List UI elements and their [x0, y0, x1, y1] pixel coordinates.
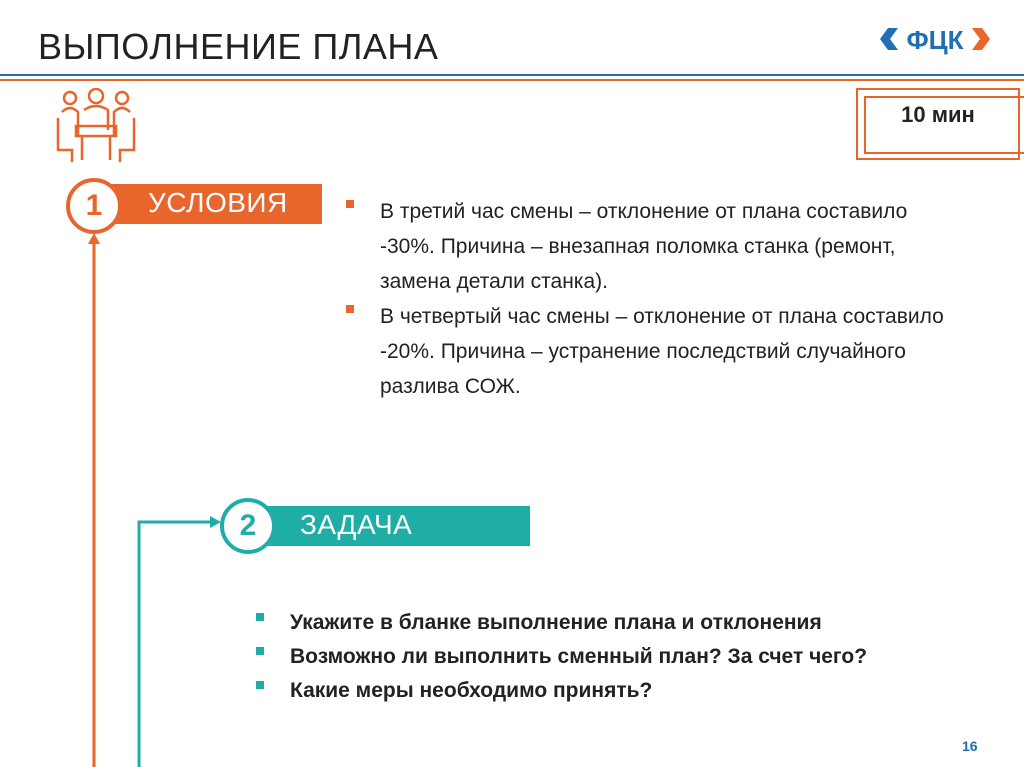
step1-number-badge: 1	[66, 178, 122, 234]
list-item: Возможно ли выполнить сменный план? За счет чего?	[256, 640, 976, 674]
step1-label: УСЛОВИЯ	[148, 187, 288, 218]
step2-label-bar	[252, 506, 530, 546]
step2-label: ЗАДАЧА	[300, 509, 413, 540]
list-item: Укажите в бланке выполнение плана и отклонения	[256, 606, 976, 640]
bullet-marker	[256, 613, 264, 621]
bullet-marker	[256, 647, 264, 655]
bullet-marker	[346, 305, 354, 313]
bullet-marker	[256, 681, 264, 689]
list-item: В четвертый час смены – отклонение от плана составило -20%. Причина – устранение последствий случайного разлива СОЖ.	[346, 299, 946, 404]
conditions-list	[346, 194, 946, 404]
task-list	[256, 606, 976, 708]
list-item: В третий час смены – отклонение от плана составило -30%. Причина – внезапная поломка станка (ремонт, замена детали станка).	[346, 194, 946, 299]
step2-number-badge: 2	[220, 498, 276, 554]
page-number: 16	[962, 738, 978, 754]
logo-text: ФЦК	[906, 25, 964, 55]
step1-label-bar	[100, 184, 322, 224]
timer-label: 10 мин	[901, 102, 975, 127]
bullet-marker	[346, 200, 354, 208]
list-item: Какие меры необходимо принять?	[256, 674, 976, 708]
page-title: ВЫПОЛНЕНИЕ ПЛАНА	[38, 26, 439, 67]
